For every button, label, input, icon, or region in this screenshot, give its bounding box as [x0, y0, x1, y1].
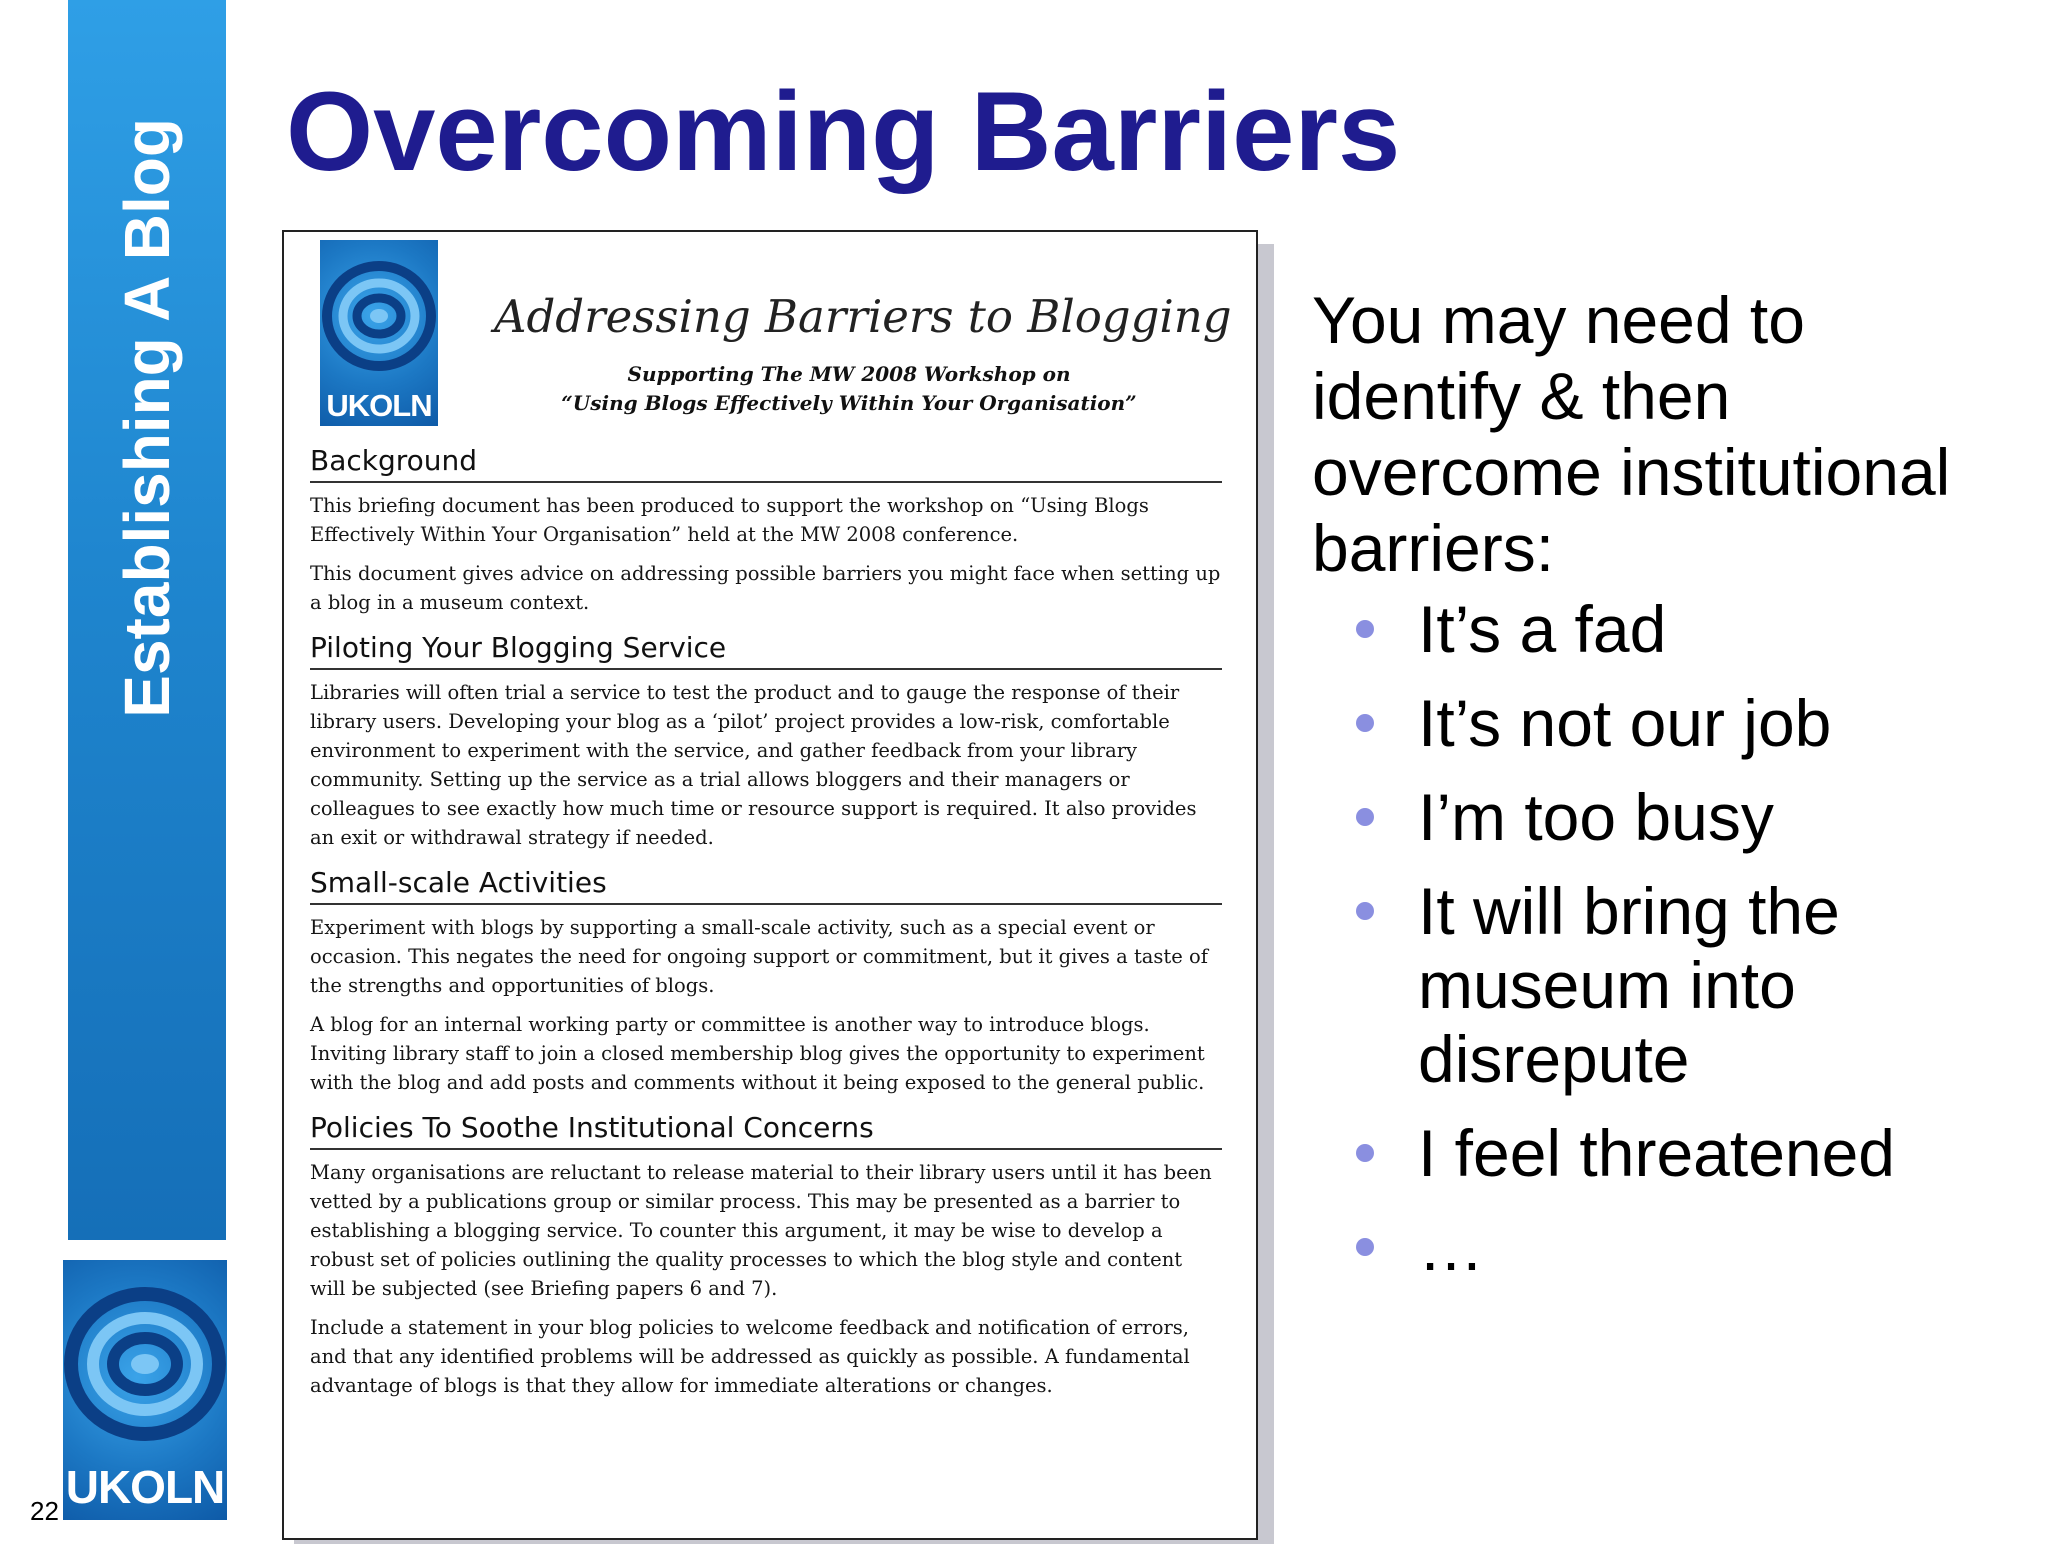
section-heading: Small-scale Activities	[310, 866, 1222, 905]
section-paragraph: This document gives advice on addressing possible barriers you might face when setting up a blog in a museum context.	[310, 562, 1221, 614]
bullet-item	[1312, 686, 2032, 760]
bullet-item	[1312, 1210, 2032, 1284]
section-paragraph: Include a statement in your blog policies to welcome feedback and notification of errors, and that any identified problems will be addressed as quickly as possible. A fundamental advantage of blogs is that they allow for immediate alterations or changes.	[310, 1316, 1190, 1397]
bullet-text: I’m too busy	[1418, 780, 1774, 854]
bullet-item	[1312, 592, 2032, 666]
bullets-intro: You may need to identify & then overcome institutional barriers:	[1312, 283, 1951, 585]
document-subtitle-line: “Using Blogs Effectively Within Your Organisation”	[561, 391, 1137, 415]
bullet-item	[1312, 874, 2032, 1096]
document-title: Addressing Barriers to Blogging	[494, 290, 1232, 343]
document-section-background	[310, 444, 1222, 617]
bullet-list	[1312, 592, 2032, 1284]
bullet-dot-icon	[1356, 714, 1374, 732]
section-heading: Background	[310, 444, 1222, 483]
bullet-dot-icon	[1356, 902, 1374, 920]
document-subtitle	[484, 360, 1214, 418]
document-subtitle-line: Supporting The MW 2008 Workshop on	[627, 362, 1071, 386]
bullet-text: I feel threatened	[1418, 1116, 1896, 1190]
section-heading: Piloting Your Blogging Service	[310, 631, 1222, 670]
bullet-text: It’s not our job	[1418, 686, 1832, 760]
document-logo-text: UKOLN	[326, 388, 432, 423]
barrier-bullets	[1312, 282, 2032, 1304]
eye-logo-icon	[320, 240, 438, 390]
document-section-piloting	[310, 631, 1222, 852]
section-heading: Policies To Soothe Institutional Concerns	[310, 1111, 1222, 1150]
document-section-small-scale	[310, 866, 1222, 1097]
bullet-dot-icon	[1356, 1238, 1374, 1256]
ukoln-logo	[63, 1260, 227, 1520]
ukoln-logo-text: UKOLN	[65, 1461, 225, 1513]
section-paragraph: Libraries will often trial a service to test the product and to gauge the response of their library users. Developing your blog as a ‘pilot’ project provides a low-risk, comfortable environment to experiment with the service, and gather feedback from your library community. Setting up the service as a trial allows bloggers and their managers or colleagues to see exactly how much time or resource support is required. It also provides an exit or withdrawal strategy if needed.	[310, 681, 1197, 849]
page-number: 22	[30, 1496, 59, 1526]
document-logo	[320, 240, 438, 426]
eye-logo-icon	[63, 1260, 227, 1460]
bullet-dot-icon	[1356, 808, 1374, 826]
bullet-dot-icon	[1356, 620, 1374, 638]
bullet-item	[1312, 780, 2032, 854]
section-paragraph: Many organisations are reluctant to release material to their library users until it has been vetted by a publications group or similar process. This may be presented as a barrier to establishing a blogging service. To counter this argument, it may be wise to develop a robust set of policies outlining the quality processes to which the blog style and content will be subjected (see Briefing papers 6 and 7).	[310, 1161, 1212, 1300]
document-section-policies	[310, 1111, 1222, 1400]
bullet-item	[1312, 1116, 2032, 1190]
bullet-text: …	[1418, 1210, 1484, 1284]
sidebar-title: Establishing A Blog	[111, 118, 183, 718]
bullet-text: It will bring the museum into disrepute	[1418, 874, 1840, 1096]
slide-title: Overcoming Barriers	[286, 69, 1401, 194]
section-paragraph: Experiment with blogs by supporting a small-scale activity, such as a special event or occasion. This negates the need for ongoing support or commitment, but it gives a taste of the strengths and opportunities of blogs.	[310, 916, 1208, 997]
document-sections	[310, 444, 1222, 1414]
briefing-document	[282, 230, 1258, 1540]
section-paragraph: A blog for an internal working party or committee is another way to introduce blogs. Inviting library staff to join a closed membership blog gives the opportunity to experiment with the blog and add posts and comments without it being exposed to the general public.	[310, 1013, 1205, 1094]
bullet-text: It’s a fad	[1418, 592, 1667, 666]
bullet-dot-icon	[1356, 1144, 1374, 1162]
section-paragraph: This briefing document has been produced to support the workshop on “Using Blogs Effectively Within Your Organisation” held at the MW 2008 conference.	[310, 494, 1149, 546]
